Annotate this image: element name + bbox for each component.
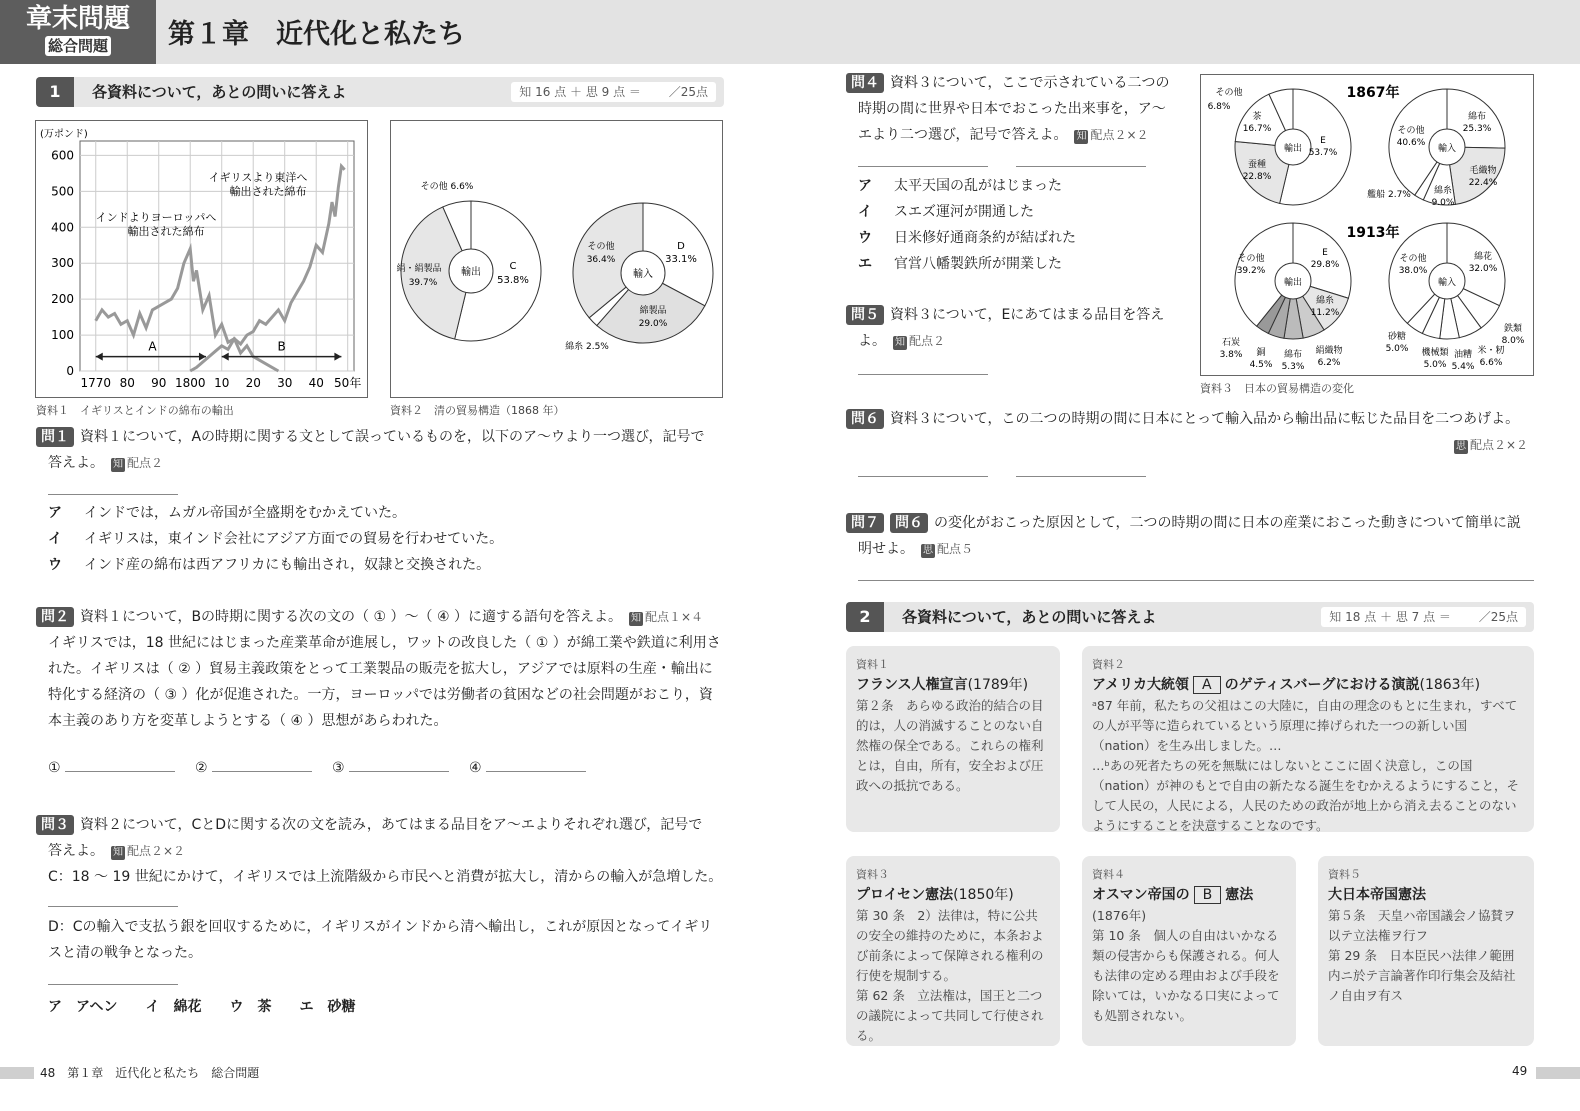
y-tick-label: 500	[51, 184, 74, 199]
section-title: 各資料について，あとの問いに答えよ	[92, 83, 347, 101]
pie-center-label: 輸出	[1283, 144, 1303, 154]
knowledge-icon: 知	[1076, 131, 1087, 142]
slice-label: 綿糸 2.5%	[565, 342, 609, 352]
page-title: 第１章 近代化と私たち	[168, 19, 465, 50]
score-box: 知 16 点 ＋ 思 9 点 ＝ ／25点	[511, 82, 716, 102]
slice-value: 36.4%	[586, 255, 616, 265]
question-text: 資料１について，Bの時期に関する次の文の（ ① ）～（ ④ ）に適する語句を答えよ。	[80, 609, 615, 625]
slice-value: 3.8%	[1219, 350, 1243, 360]
chart-3-frame	[1200, 74, 1534, 376]
slice-label: 石炭	[1221, 338, 1241, 348]
question-ref-tag: 問６	[890, 513, 928, 533]
answer-line[interactable]	[48, 984, 178, 985]
slice-value: 38.0%	[1398, 266, 1428, 276]
slice-value: 9.0%	[1431, 198, 1455, 208]
question-6: 問６ 資料３について，この二つの時期の間に日本にとって輸入品から輸出品に転じた品目を二つあげよ。	[846, 406, 1546, 432]
question-tag: 問１	[36, 427, 74, 447]
y-tick-label: 600	[51, 148, 74, 163]
pie-center-label: 輸入	[1437, 144, 1457, 154]
q2-line: イギリスでは，18 世紀にはじまった産業革命が進展し，ワットの改良した（ ① ）が綿工業や鉄道に利用さ	[48, 635, 721, 651]
slice-value: 4.5%	[1249, 360, 1273, 370]
slice-label: D	[677, 241, 685, 252]
series-label-india: インドよりヨーロッパへ	[95, 211, 217, 224]
section-title: 各資料について，あとの問いに答えよ	[902, 608, 1157, 626]
slice-label: その他 6.6%	[420, 182, 474, 192]
slice-label: 絹・絹製品	[396, 264, 442, 274]
chapter-tag-subtitle: 総合問題	[45, 36, 111, 56]
question-text: 資料１について，Aの時期に関する文として誤っているものを，以下のア～ウより一つ選び，記号で	[80, 429, 705, 445]
slice-label: 砂糖	[1387, 332, 1407, 342]
answer-line[interactable]	[349, 771, 449, 772]
footer-left: 48 第１章 近代化と私たち 総合問題	[40, 1066, 260, 1080]
question-text-2: 答えよ。	[48, 843, 97, 859]
slice-value: 39.2%	[1236, 266, 1266, 276]
answer-line[interactable]	[486, 771, 586, 772]
slice-label: 綿製品	[639, 306, 667, 316]
slice-value: 5.4%	[1451, 362, 1475, 372]
y-tick-label: 200	[51, 292, 74, 307]
slice-label: 艦船 2.7%	[1367, 190, 1411, 200]
choice: イ イギリスは，東インド会社にアジア方面での貿易を行わせていた。	[48, 531, 504, 547]
question-tag: 問６	[846, 409, 884, 429]
x-tick-label: 20	[245, 376, 261, 390]
question-tag: 問４	[846, 73, 884, 93]
q6-points: 思 配点２×２	[1456, 438, 1529, 452]
question-1	[36, 424, 726, 476]
x-tick-label: 50年	[334, 376, 362, 390]
slice-label: 鉄類	[1503, 324, 1523, 334]
q3-d: D：Cの輸入で支払う銀を回収するために，イギリスがインドから清へ輸出し，これが原因となってイギリ スと清の戦争となった。	[48, 919, 713, 961]
slice-value: 22.4%	[1468, 178, 1498, 188]
slice-label: 綿布	[1283, 350, 1303, 360]
y-tick-label: 300	[51, 256, 74, 271]
chart-1-caption: 資料１ イギリスとインドの綿布の輸出	[36, 404, 234, 417]
section-1-bar	[36, 77, 724, 107]
slice-value: 53.8%	[497, 275, 529, 286]
period-b-label: B	[277, 339, 286, 354]
question-text-2: 答えよ。	[48, 455, 97, 471]
thinking-icon: 思	[923, 545, 933, 556]
x-tick-label: 10	[214, 376, 230, 390]
slice-value: 6.2%	[1317, 358, 1341, 368]
points: 配点２	[127, 456, 164, 470]
slice-value: 6.6%	[1479, 358, 1503, 368]
q3-c: C：18 ～ 19 世紀にかけて，イギリスでは上流階級から市民へと消費が拡大し，清からの輸入が急増した。	[48, 869, 723, 885]
slice-value: 33.1%	[665, 254, 697, 265]
y-unit-label: (万ポンド)	[40, 129, 88, 140]
slice-value: 5.3%	[1281, 362, 1305, 372]
knowledge-icon: 知	[630, 613, 641, 624]
question-5: 問５ 資料３について，Eにあてはまる品目を答え よ。 知 配点２	[846, 302, 1186, 354]
series-label-uk: 輸出された綿布	[229, 185, 307, 198]
q2-line: れた。イギリスは（ ② ）貿易主義政策をとって工業製品の販売を拡大し，アジアでは原料の生産・輸出に	[48, 661, 713, 677]
slice-value: 29.8%	[1310, 260, 1340, 270]
choice: ア インドでは，ムガル帝国が全盛期をむかえていた。	[48, 505, 406, 521]
slice-value: 53.7%	[1308, 148, 1338, 158]
pie-center-label: 輸入	[1437, 278, 1457, 288]
answer-line[interactable]	[1016, 166, 1146, 167]
q3-choices: ア アヘン イ 綿花 ウ 茶 エ 砂糖	[48, 999, 356, 1015]
slice-value: 39.7%	[408, 278, 438, 288]
document-4: 資料４ オスマン帝国の B 憲法 (1876年) 第 10 条 個人の自由はいかなる類の侵害からも保護される。何人も法律の定める理由および手段を除いては，いかなる口実によっても処罰されない。	[1082, 856, 1296, 1046]
chart-2-frame	[390, 120, 723, 398]
section-number: 2	[846, 602, 884, 632]
x-tick-label: 90	[151, 376, 167, 390]
slice-value: 16.7%	[1242, 124, 1272, 134]
knowledge-icon: 知	[113, 847, 123, 858]
slice-value: 11.2%	[1310, 308, 1340, 318]
pie-center-label: 輸出	[461, 267, 481, 278]
q1-choices	[48, 500, 503, 578]
x-tick-label: 1770	[80, 376, 112, 390]
slice-label: 油糟	[1453, 350, 1473, 360]
slice-label: その他	[1237, 254, 1265, 264]
slice-label: 機械類	[1421, 348, 1449, 358]
slice-value: 5.0%	[1385, 344, 1409, 354]
slice-label: 絹織物	[1315, 346, 1343, 356]
question-tag: 問３	[36, 815, 74, 835]
q2-line: 特化する経済の（ ③ ）化が促進された。一方，ヨーロッパでは労働者の貧困などの社会問題がおこり，資	[48, 687, 713, 703]
x-tick-label: 40	[308, 376, 324, 390]
slice-label: 毛織物	[1469, 166, 1497, 176]
slice-label: E	[1322, 248, 1328, 258]
answer-line[interactable]	[858, 374, 988, 375]
score-box: 知 18 点 ＋ 思 7 点 ＝ ／25点	[1321, 607, 1526, 627]
slice-value: 32.0%	[1468, 264, 1498, 274]
footer-bar-right	[1536, 1067, 1580, 1079]
points: 配点２	[909, 334, 946, 348]
question-3	[36, 812, 736, 890]
year-label: 1867年	[1346, 85, 1400, 101]
slice-label: 蚕種	[1247, 160, 1267, 170]
chart-1-frame	[35, 120, 368, 398]
slice-label: E	[1320, 136, 1326, 146]
slice-label: その他	[1397, 126, 1425, 136]
chapter-tag	[0, 0, 156, 64]
q4-choices: ア 太平天国の乱がはじまった イ スエズ運河が開通した ウ 日米修好通商条約が結ばれた エ 官営八幡製鉄所が開業した	[858, 178, 1076, 272]
document-3: 資料３ プロイセン憲法(1850年) 第 30 条 2）法律は，特に公共の安全の維持のために，本条および前条によって保障される権利の行使を規制する。 第 62 条 立法権は，国王と二つの議院によって共同して行使される。	[846, 856, 1060, 1046]
x-tick-label: 1800	[174, 376, 206, 390]
question-tag: 問２	[36, 607, 74, 627]
question-2	[36, 604, 736, 734]
chart-3-caption: 資料３ 日本の貿易構造の変化	[1200, 382, 1354, 395]
slice-value: 25.3%	[1462, 124, 1492, 134]
document-2: 資料２ アメリカ大統領 A のゲティスバーグにおける演説(1863年) ᵃ87 年前，私たちの父祖はこの大陸に，自由の理念のもとに生まれ，すべての人が平等に造られているという原理に捧げられた一つの新しい国（nation）を生み出しました。… …ᵇあの死者たちの死を無駄にはしないとここに固く決意し，この国（nation）が神のもとで自由の新たなる誕生をむかえるようにすること，そして人民の，人民による，人民のための政治が地上から消え去ることのないようにすることを決意することなのです。	[1082, 646, 1534, 832]
slice-label: 綿糸	[1315, 296, 1335, 306]
slice-label: C	[509, 261, 517, 272]
slice-label: 綿花	[1473, 252, 1493, 262]
points: 配点２×２	[127, 844, 186, 858]
year-label: 1913年	[1346, 225, 1400, 241]
points: 配点２×２	[1090, 128, 1149, 142]
answer-line[interactable]	[858, 166, 988, 167]
blank-b[interactable]: B	[1194, 886, 1222, 904]
answer-line[interactable]	[48, 906, 178, 907]
document-5: 資料５ 大日本帝国憲法 第５条 天皇ハ帝国議会ノ協賛ヲ以テ立法権ヲ行フ 第 29 条 日本臣民ハ法律ノ範囲内ニ於テ言論著作印行集会及結社ノ自由ヲ有ス	[1318, 856, 1534, 1046]
q2-blanks: ① ② ③ ④	[48, 760, 586, 776]
chart-1-line	[36, 121, 369, 399]
knowledge-icon: 知	[895, 337, 905, 348]
question-text: 資料２について，CとDに関する次の文を読み，あてはまる品目をア～エよりそれぞれ選び，記号で	[80, 817, 703, 833]
slice-value: 5.0%	[1423, 360, 1447, 370]
slice-value: 6.8%	[1207, 102, 1231, 112]
points: 配点１×４	[644, 610, 704, 624]
slice-label: 綿布	[1467, 112, 1487, 122]
slice-value: 40.6%	[1396, 138, 1426, 148]
series-label-uk: イギリスより東洋へ	[208, 171, 308, 184]
slice-value: 29.0%	[638, 319, 668, 329]
series-label-india: 輸出された綿布	[127, 225, 205, 238]
y-tick-label: 0	[66, 364, 74, 378]
pie-center-label: 輸出	[1283, 278, 1303, 288]
thinking-icon: 思	[1456, 441, 1466, 452]
period-a-label: A	[148, 339, 157, 354]
q2-line: 本主義のあり方を変革しようとする（ ④ ）思想があらわれた。	[48, 713, 448, 729]
slice-value: 22.8%	[1242, 172, 1272, 182]
question-tag: 問５	[846, 305, 884, 325]
answer-line[interactable]	[212, 771, 312, 772]
knowledge-icon: 知	[113, 459, 123, 470]
section-number: 1	[36, 77, 74, 107]
answer-line[interactable]	[48, 494, 178, 495]
footer-bar-left	[0, 1067, 34, 1079]
y-tick-label: 400	[51, 220, 74, 235]
chart-2-pies	[391, 121, 724, 399]
chart-3-pies	[1201, 75, 1535, 377]
blank-a[interactable]: A	[1193, 676, 1221, 694]
chart-2-caption: 資料２ 清の貿易構造（1868 年）	[390, 404, 565, 417]
slice-label: その他	[587, 242, 615, 252]
slice-label: 茶	[1252, 112, 1262, 122]
footer-right: 49	[1512, 1064, 1528, 1078]
question-4: 問４ 資料３について，ここで示されている二つの 時期の間に世界や日本でおこった出来事を，ア～ エより二つ選び，記号で答えよ。 知 配点２×２	[846, 70, 1186, 148]
document-1: 資料１ フランス人権宣言(1789年) 第２条 あらゆる政治的結合の目的は，人の消滅することのない自然権の保全である。これらの権利とは，自由，所有，安全および圧政への抵抗である。	[846, 646, 1060, 832]
points: 配点５	[937, 542, 974, 556]
section-2-bar	[846, 602, 1534, 632]
answer-line[interactable]	[65, 771, 175, 772]
chapter-tag-title: 章末問題	[25, 4, 130, 34]
question-tag: 問７	[846, 513, 884, 533]
answer-line[interactable]	[1016, 476, 1146, 477]
y-tick-label: 100	[51, 328, 74, 343]
question-7: 問７ 問６ の変化がおこった原因として，二つの時期の間に日本の産業におこった動きについて簡単に説 明せよ。 思 配点５	[846, 510, 1546, 562]
slice-label: その他	[1215, 88, 1243, 98]
slice-label: 銅	[1256, 348, 1266, 358]
slice-label: その他	[1399, 254, 1427, 264]
answer-line[interactable]	[858, 476, 988, 477]
answer-line[interactable]	[858, 580, 1534, 581]
x-tick-label: 30	[277, 376, 293, 390]
x-tick-label: 80	[119, 376, 135, 390]
slice-label: 米・籾	[1477, 346, 1505, 356]
pie-center-label: 輸入	[633, 269, 653, 280]
slice-label: 綿糸	[1433, 186, 1453, 196]
choice: ウ インド産の綿布は西アフリカにも輸出され，奴隷と交換された。	[48, 557, 491, 573]
slice-value: 8.0%	[1501, 336, 1525, 346]
